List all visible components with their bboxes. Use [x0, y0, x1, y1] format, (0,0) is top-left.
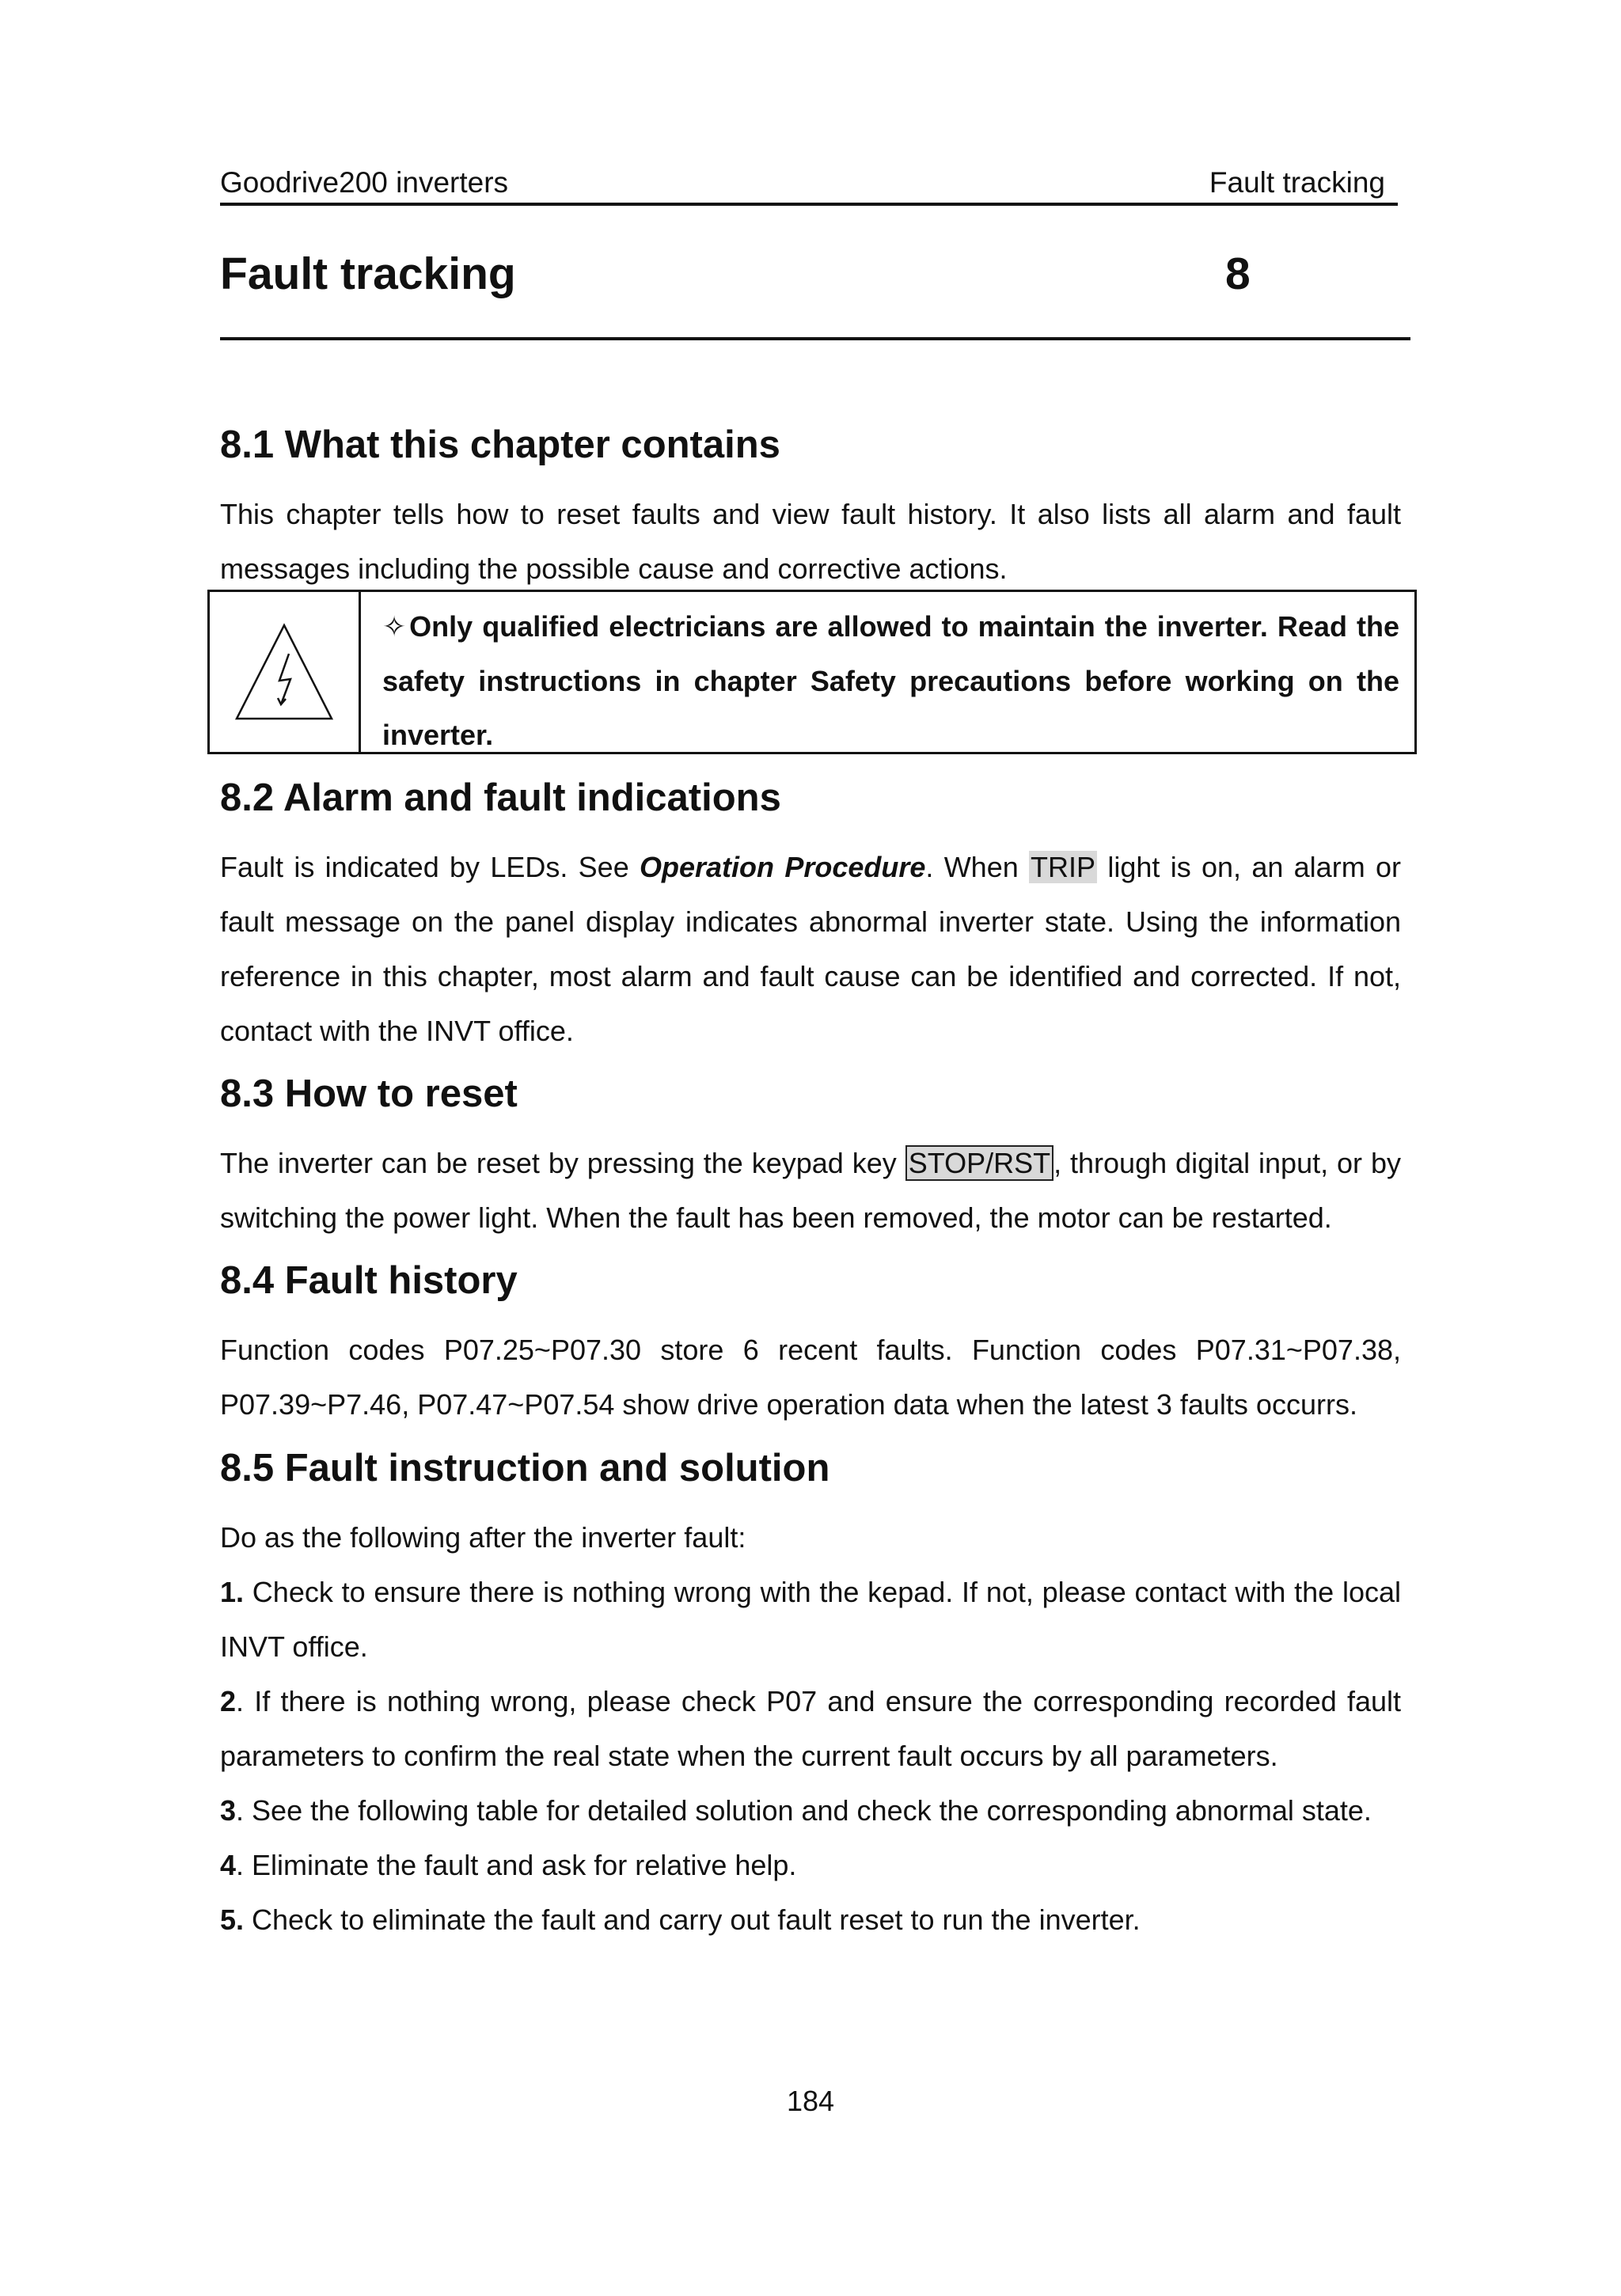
text-run: . When [925, 851, 1030, 883]
section-heading-8-1: 8.1 What this chapter contains [220, 423, 780, 466]
chapter-divider [220, 337, 1410, 340]
trip-indicator-label: TRIP [1031, 851, 1096, 883]
list-item-continuation: parameters to confirm the real state when the current fault occurs by all parameters. [220, 1740, 1278, 1772]
text-run: The inverter can be reset by pressing the keypad key [220, 1147, 905, 1179]
chapter-number: 8 [1225, 249, 1251, 299]
section-heading-8-4: 8.4 Fault history [220, 1259, 518, 1302]
section-heading-8-2: 8.2 Alarm and fault indications [220, 776, 781, 819]
list-item [220, 1565, 1401, 1620]
list-number: 3 [220, 1794, 237, 1827]
list-text: Check to eliminate the fault and carry out fault reset to run the inverter. [244, 1903, 1141, 1936]
list-number: 1. [220, 1576, 245, 1608]
list-number: 4 [220, 1849, 237, 1881]
list-text: . See the following table for detailed solution and check the corresponding abnormal state. [236, 1794, 1372, 1827]
list-text: . Eliminate the fault and ask for relative help. [236, 1849, 797, 1881]
list-number: 2 [220, 1685, 237, 1717]
text-run: Fault is indicated by LEDs. See [220, 851, 640, 883]
warning-icon-cell [210, 592, 361, 752]
paragraph-line: This chapter tells how to reset faults and view fault history. It also lists all alarm and fault [220, 498, 1401, 530]
bullet-diamond-icon: ✧ [382, 610, 407, 643]
paragraph-line: reference in this chapter, most alarm and fault cause can be identified and corrected. If not, [220, 960, 1401, 992]
section-heading-8-3: 8.3 How to reset [220, 1072, 518, 1115]
running-header [220, 163, 1398, 206]
list-item [220, 1839, 1401, 1893]
header-manual-title: Goodrive200 inverters [220, 166, 509, 199]
list-item [220, 1893, 1401, 1948]
paragraph-line: P07.39~P7.46, P07.47~P07.54 show drive operation data when the latest 3 faults occurrs. [220, 1388, 1357, 1421]
paragraph-line: contact with the INVT office. [220, 1015, 574, 1047]
chapter-title: Fault tracking [220, 249, 516, 299]
paragraph-line [220, 1137, 1401, 1191]
page-number: 184 [786, 2085, 835, 2117]
paragraph-line: Do as the following after the inverter fault: [220, 1521, 746, 1554]
paragraph-line: switching the power light. When the fault has been removed, the motor can be restarted. [220, 1201, 1332, 1234]
text-run: light is on, an alarm or [1097, 851, 1401, 883]
paragraph-line: Function codes P07.25~P07.30 store 6 recent faults. Function codes P07.31~P07.38, [220, 1334, 1401, 1366]
list-text: . If there is nothing wrong, please check P07 and ensure the corresponding recorded fault [236, 1685, 1401, 1717]
warning-message: Only qualified electricians are allowed to maintain the inverter. Read the safety instructions in chapter Safety precautions before working on the inverter. [382, 610, 1399, 751]
warning-text [382, 600, 1399, 763]
operation-procedure-reference: Operation Procedure [640, 851, 926, 883]
paragraph-line [220, 841, 1401, 895]
paragraph-line: messages including the possible cause and corrective actions. [220, 552, 1008, 585]
safety-warning-box [207, 590, 1417, 754]
list-item-continuation: INVT office. [220, 1630, 368, 1663]
electric-shock-warning-icon [233, 622, 335, 722]
stop-rst-key-label: STOP/RST [905, 1145, 1053, 1181]
section-heading-8-5: 8.5 Fault instruction and solution [220, 1447, 830, 1490]
paragraph-line: fault message on the panel display indicates abnormal inverter state. Using the information [220, 905, 1401, 938]
text-run: , through digital input, or by [1053, 1147, 1401, 1179]
list-number: 5. [220, 1903, 245, 1936]
list-item [220, 1784, 1401, 1839]
header-chapter-title: Fault tracking [1209, 166, 1385, 199]
list-text: Check to ensure there is nothing wrong with the kepad. If not, please contact with the local [244, 1576, 1401, 1608]
list-item [220, 1675, 1401, 1729]
